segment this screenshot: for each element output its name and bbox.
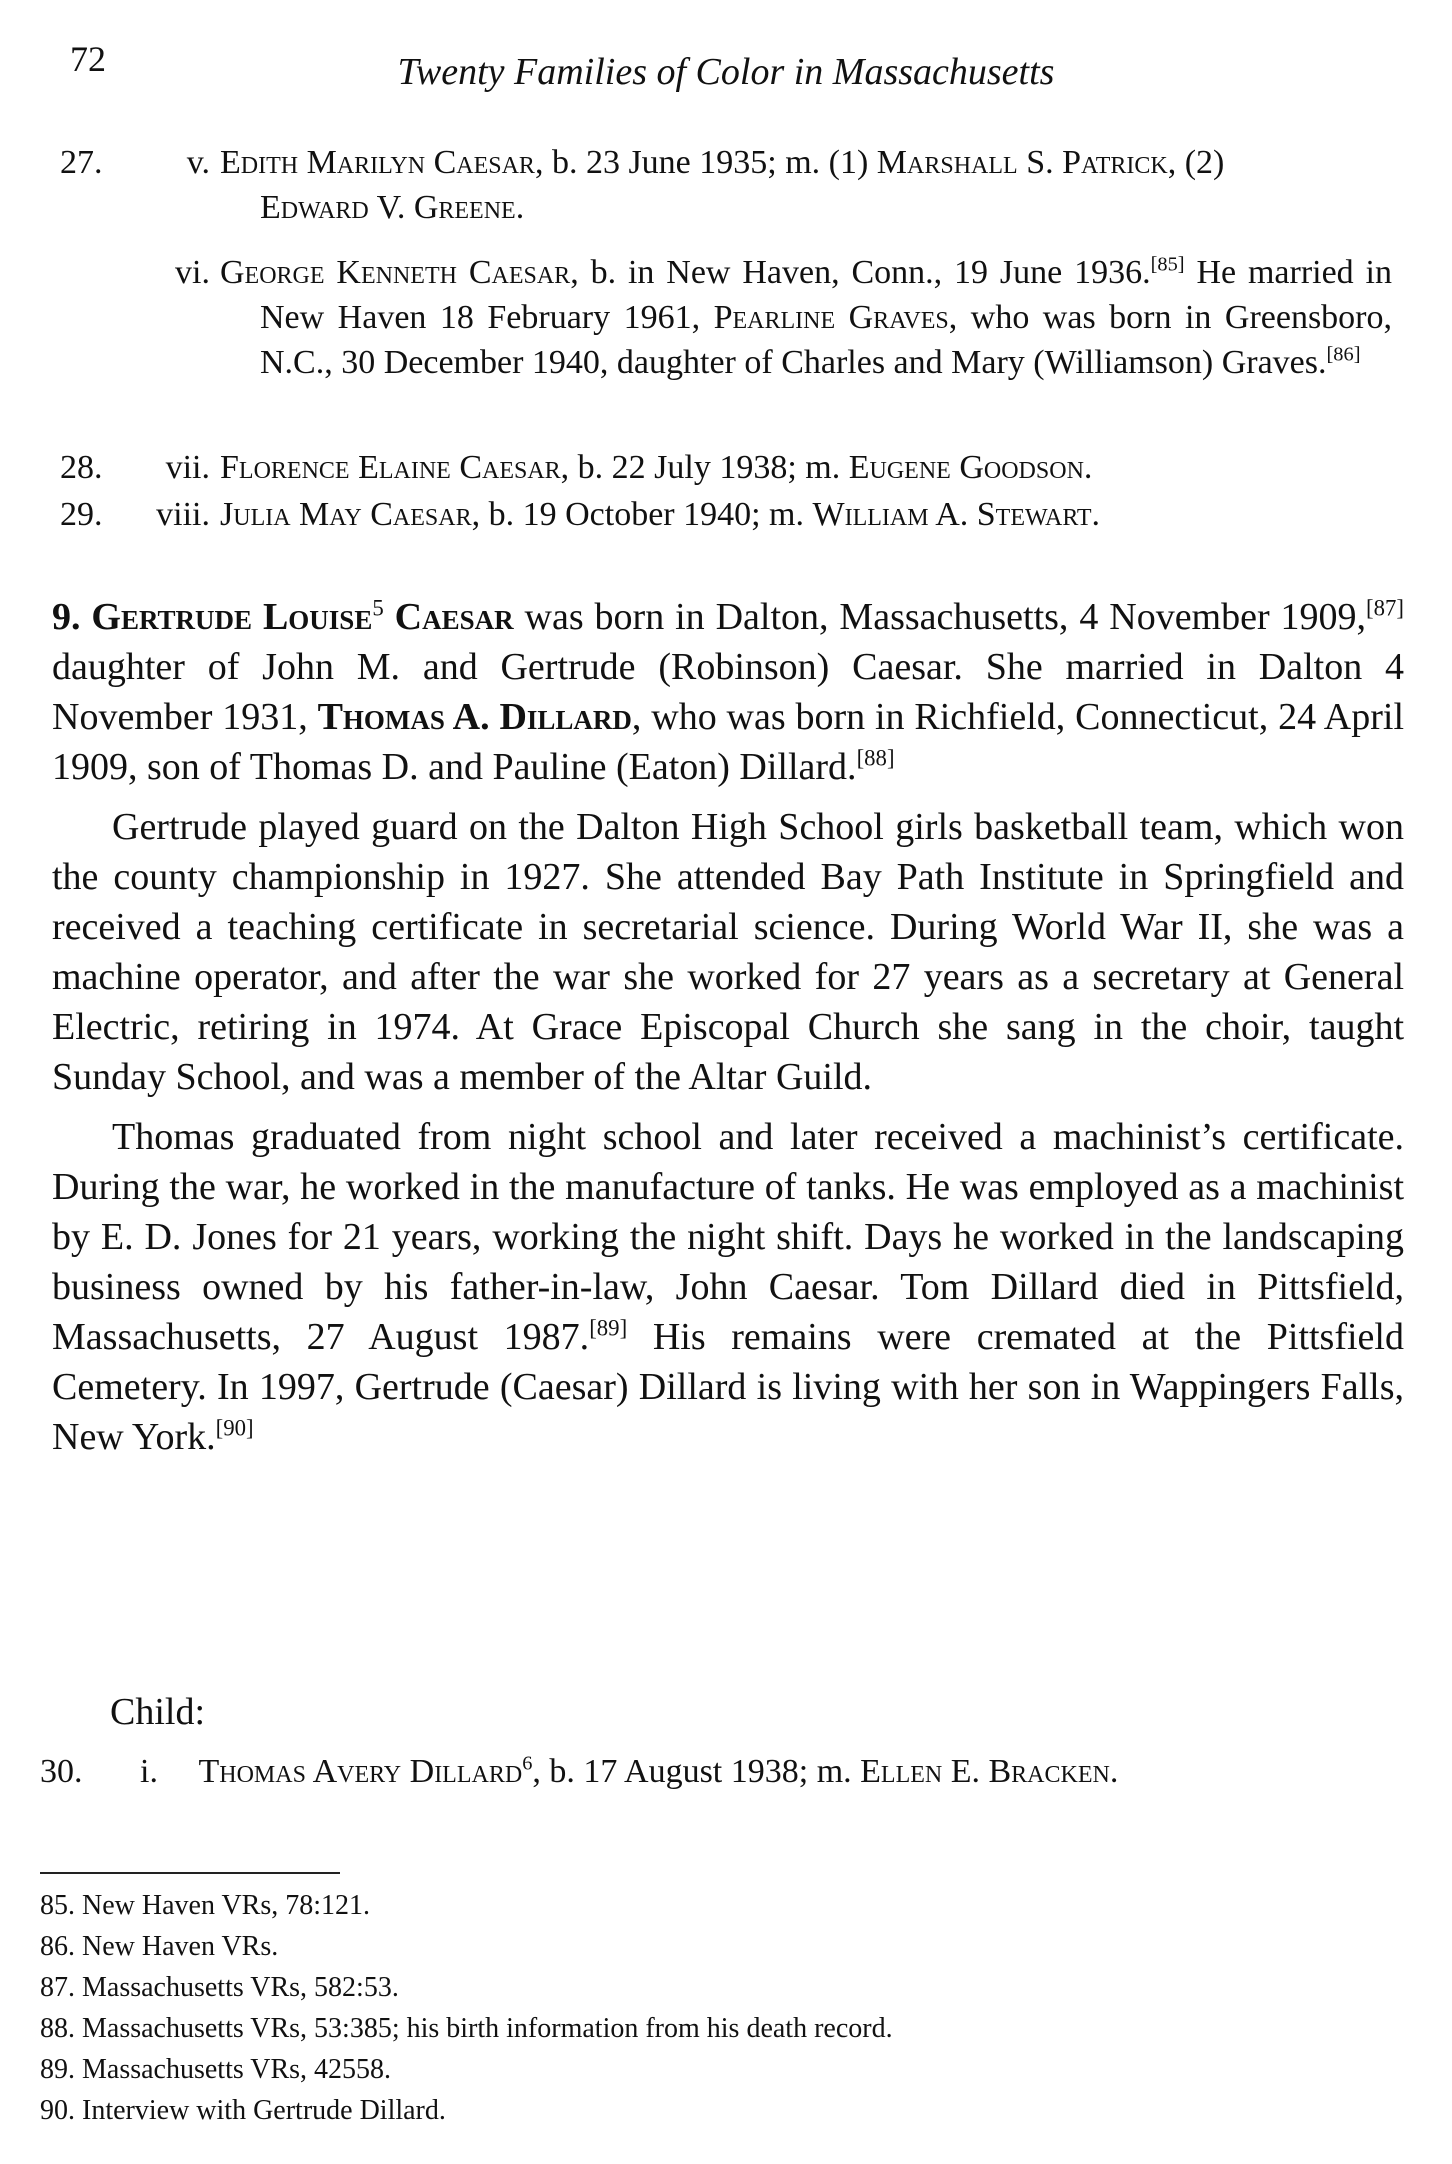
entry-number: 28. — [60, 449, 103, 486]
footnote-ref: [88] — [856, 745, 895, 771]
entry-detail: . — [1083, 449, 1093, 486]
entry-text — [220, 492, 1392, 537]
footnote-ref: [87] — [1366, 595, 1405, 621]
text: was born in Dalton, Massachusetts, 4 November 1909, — [513, 596, 1367, 638]
entry-detail: , b. 22 July 1938; m. — [560, 449, 849, 486]
entry-number: 27. — [60, 144, 103, 181]
text: , who was born in Richfield, Connecticut, 24 April 1909, son of Thomas D. and Pauline (Eaton) Dillard. — [52, 696, 1405, 788]
entry-number: 29. — [60, 496, 103, 533]
footnote-ref: [90] — [215, 1415, 254, 1441]
text: daughter of John M. and Gertrude (Robinson) Caesar. She married in Dalton 4 November 1931, — [52, 646, 1404, 738]
entry-detail: , b. in New Haven, Conn., 19 June 1936. — [570, 254, 1151, 291]
child-label: Child: — [110, 1691, 206, 1733]
entry-text — [220, 445, 1392, 490]
entry-roman: i. — [140, 1753, 158, 1790]
spouse-name: Thomas A. Dillard — [317, 696, 632, 738]
entry-roman: v. — [186, 144, 210, 181]
person-name: George Kenneth Caesar — [220, 254, 571, 291]
entry-roman: vi. — [175, 254, 210, 291]
person-name: Florence Elaine Caesar — [220, 449, 561, 486]
footnote: 85. New Haven VRs, 78:121. — [40, 1890, 371, 1921]
entry-detail: . — [1109, 1753, 1119, 1790]
person-name: Thomas Avery Dillard — [198, 1753, 523, 1790]
spouse-name: Marshall S. Patrick — [876, 144, 1168, 181]
person-name: Gertrude Louise — [91, 596, 373, 638]
spouse-name: Pearline Graves — [713, 299, 949, 336]
entry-text — [220, 250, 1392, 385]
entry-detail: , b. 23 June 1935; m. (1) — [534, 144, 877, 181]
paragraph: Gertrude played guard on the Dalton High School girls basketball team, which won the county championship in 1927. She attended Bay Path Institute in Springfield and received a teaching certificate in secretarial science. During World War II, she was a machine operator, and after the war she worked for 27 years as a secretary at General Electric, retiring in 1974. At Grace Episcopal Church she sang in the choir, taught Sunday School, and was a member of the Altar Guild. — [52, 806, 1404, 1098]
entry-detail: , who was born in Greensboro, N.C., 30 December 1940, daughter of Charles and Mary (Williamson) Graves. — [260, 299, 1393, 381]
list-item — [40, 1753, 1118, 1791]
footnote: 87. Massachusetts VRs, 582:53. — [40, 1972, 399, 2003]
spouse-name: Edward V. Greene — [260, 189, 516, 226]
page-header — [40, 38, 1412, 98]
footnote-ref: [89] — [589, 1315, 628, 1341]
entry-detail: , b. 19 October 1940; m. — [471, 496, 813, 533]
entry-detail: . — [515, 189, 525, 226]
section-number: 9. — [52, 596, 81, 638]
entry-roman: vii. — [165, 449, 210, 486]
paragraph — [52, 1112, 1404, 1462]
entry-number: 30. — [40, 1753, 83, 1790]
spouse-name: William A. Stewart — [812, 496, 1092, 533]
spouse-name: Ellen E. Bracken — [860, 1753, 1110, 1790]
footnote-ref: [85] — [1150, 253, 1185, 276]
entry-detail: He married in New Haven 18 February 1961, — [260, 254, 1392, 336]
footnote: 86. New Haven VRs. — [40, 1931, 279, 1962]
entry-detail: , b. 17 August 1938; m. — [532, 1753, 861, 1790]
text: Thomas graduated from night school and later received a machinist’s certificate. During the war, he worked in the manufacture of tanks. He was employed as a machinist by E. D. Jones for 21 years, working the night shift. Days he worked in the landscaping business owned by his father-in-law, John Caesar. Tom Dillard died in Pittsfield, Massachusetts, 27 August 1987. — [52, 1116, 1404, 1358]
footnotes — [40, 1885, 893, 2131]
footnote-divider — [40, 1872, 340, 1874]
footnote: 89. Massachusetts VRs, 42558. — [40, 2054, 392, 2085]
spouse-name: Eugene Goodson — [848, 449, 1084, 486]
footnote-ref: [86] — [1326, 343, 1361, 366]
person-surname: Caesar — [394, 596, 514, 638]
generation-number: 5 — [372, 595, 384, 621]
entry-detail: , (2) — [1167, 144, 1225, 181]
entry-text — [220, 140, 1392, 230]
page-number: 72 — [70, 39, 106, 79]
running-title: Twenty Families of Color in Massachusetts — [397, 51, 1055, 93]
person-name: Edith Marilyn Caesar — [220, 144, 535, 181]
entry-roman: viii. — [156, 496, 210, 533]
person-name: Julia May Caesar — [220, 496, 472, 533]
footnote: 90. Interview with Gertrude Dillard. — [40, 2095, 446, 2126]
biography-section — [52, 592, 1404, 1462]
paragraph — [52, 592, 1404, 792]
entry-detail: . — [1091, 496, 1101, 533]
text: His remains were cremated at the Pittsfield Cemetery. In 1997, Gertrude (Caesar) Dillard is living with her son in Wappingers Falls, New York. — [52, 1316, 1404, 1458]
generation-number: 6 — [522, 1752, 533, 1775]
footnote: 88. Massachusetts VRs, 53:385; his birth information from his death record. — [40, 2013, 893, 2044]
